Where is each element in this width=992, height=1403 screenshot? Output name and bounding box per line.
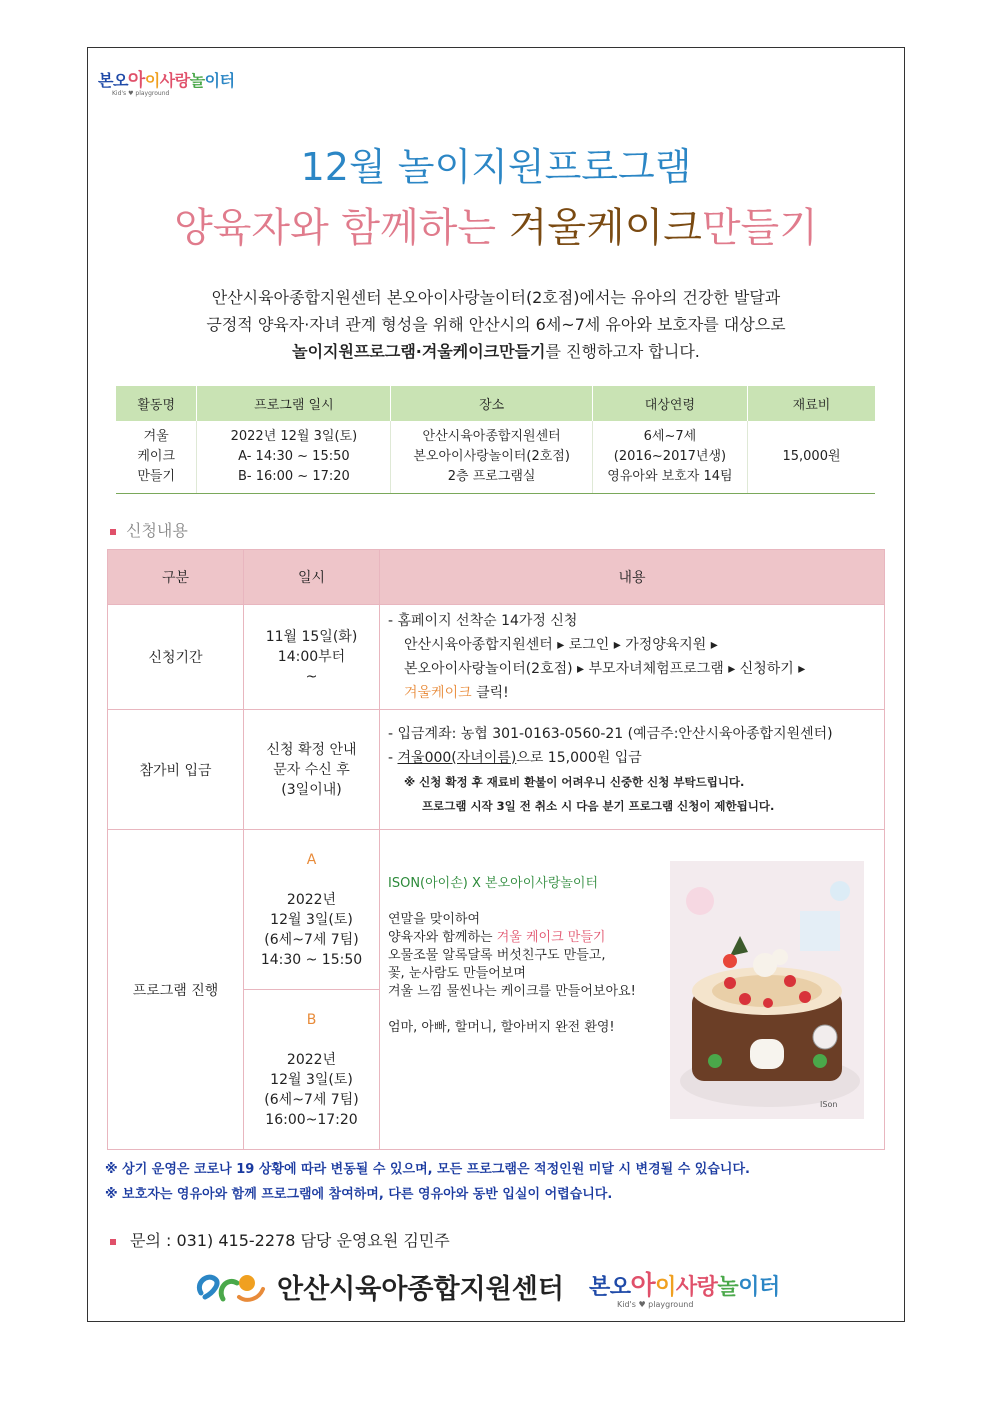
summary-header: 프로그램 일시 [197,386,391,421]
page-title: 12월 놀이지원프로그램 [300,145,692,189]
desc-line: 연말을 맞이하여 [388,911,481,927]
subtitle-part: 만들기 [701,205,818,251]
cell-line: 12월 3일(토) [270,911,353,928]
detail-table [107,549,885,1150]
content-line: - 홈페이지 선착순 14가정 신청 [388,613,578,629]
highlight-text: 겨울케이크 [404,685,472,701]
logo-part: 이 [144,71,160,90]
notice-line: ※ 신청 확정 후 재료비 환불이 어려우니 신중한 신청 부탁드립니다. [404,774,745,789]
cell-line: 영유아와 보호자 14팀 [607,469,733,484]
row-label: 참가비 입금 [108,710,244,830]
cell-line: (3일이내) [281,781,342,798]
notice-line: 프로그램 시작 3일 전 취소 시 다음 분기 프로그램 신청이 제한됩니다. [422,798,775,813]
content-line [388,746,876,770]
row-content [380,605,885,710]
footnote: ※ 상기 운영은 코로나 19 상황에 따라 변동될 수 있으며, 모든 프로그램은 적정인원 미달 시 변경될 수 있습니다. [105,1162,750,1177]
section-title: 신청내용 [126,521,188,540]
playground-logo [98,66,268,96]
cell-line: 16:00~17:20 [265,1111,358,1128]
detail-header-row [108,550,885,605]
logo-tagline: Kid's ♥ playground [617,1300,694,1309]
cake-illustration [670,861,864,1119]
logo-part: 이터 [738,1275,780,1300]
logo-part: 본오 [589,1275,631,1300]
cell-line: 2022년 [286,891,337,908]
intro-bold: 놀이지원프로그램·겨울케이크만들기 [292,342,546,361]
summary-header: 재료비 [748,386,875,421]
cake-photo [670,861,864,1119]
cell-line: 케이크 [137,449,176,464]
summary-row [116,421,875,494]
summary-table [116,386,875,494]
summary-header-row [116,386,875,421]
cell-line: B- 16:00 ~ 17:20 [237,469,350,484]
logo-part: 아 [127,70,145,91]
row-when [244,710,380,830]
cell-line: 신청 확정 안내 [266,741,357,758]
intro-rest: 를 진행하고자 합니다. [545,342,700,361]
session-a [244,830,380,990]
bullet-square-icon [110,1239,116,1245]
desc-text: 양육자와 함께하는 [388,929,497,945]
cell-line: 문자 수신 후 [273,761,350,778]
intro-line: 긍정적 양육자·자녀 관계 형성을 위해 안산시의 6세~7세 유아와 보호자를 대상으로 [206,315,786,334]
row-content [380,710,885,830]
detail-header: 내용 [380,550,885,605]
section-heading [110,518,188,541]
content-text: - [388,749,398,766]
subtitle-highlight: 겨울케이크 [508,205,702,251]
row-when [244,605,380,710]
session-b [244,990,380,1150]
desc-line: 겨울 느낌 물씬나는 케이크를 만들어보아요! [388,983,636,999]
cell-line: 만들기 [137,469,176,484]
footnote: ※ 보호자는 영유아와 함께 프로그램에 참여하며, 다른 영유아와 동반 입실이 어렵습니다. [105,1187,613,1202]
summary-datetime [197,421,391,494]
cell-line: 2022년 12월 3일(토) [230,429,358,444]
intro-line [110,338,882,365]
session-letter: A [306,851,317,868]
intro-line: 안산시육아종합지원센터 본오아이사랑놀이터(2호점)에서는 유아의 건강한 발달과 [211,288,781,307]
row-label: 신청기간 [108,605,244,710]
logo-part: 이터 [204,71,235,90]
playground-logo-bottom [589,1265,780,1309]
photo-brand: ISon [820,1099,838,1109]
contact-text: 문의 : 031) 415-2278 담당 운영요원 김민주 [130,1231,450,1250]
detail-row-program-a [108,830,885,990]
partner-line: ISON(아이손) X 본오아이사랑놀이터 [388,875,599,891]
logo-part: 놀 [717,1275,739,1300]
summary-header: 장소 [391,386,592,421]
content-line: 안산시육아종합지원센터 ▸ 로그인 ▸ 가정양육지원 ▸ [404,637,718,653]
cell-line: 2층 프로그램실 [447,469,536,484]
desc-line: 꽃, 눈사람도 만들어보며 [388,965,526,981]
detail-header: 일시 [244,550,380,605]
cell-line: (2016~2017년생) [613,449,727,464]
logo-tagline: Kid's ♥ playground [112,90,170,97]
detail-row-apply [108,605,885,710]
cell-line: ~ [305,669,318,685]
highlight-text: 겨울 케이크 만들기 [496,929,606,945]
program-description [380,830,885,1150]
cell-line: 겨울 [143,429,169,444]
content-line: 본오아이사랑놀이터(2호점) ▸ 부모자녀체험프로그램 ▸ 신청하기 ▸ [404,661,806,677]
bottom-logo [193,1263,813,1307]
cell-line: 14:30 ~ 15:50 [260,951,363,968]
session-letter: B [306,1011,317,1028]
desc-line: 오물조물 알록달록 버섯친구도 만들고, [388,947,606,963]
cell-line: 안산시육아종합지원센터 [422,429,561,444]
center-name: 안산시육아종합지원센터 [277,1274,564,1305]
logo-part: 이 [655,1275,676,1300]
summary-header: 대상연령 [592,386,747,421]
cell-line: (6세~7세 7팀) [264,931,359,948]
cell-line: 12월 3일(토) [270,1071,353,1088]
content-text: 으로 15,000원 입금 [516,749,642,766]
subtitle-part: 양육자와 함께하는 [174,205,509,251]
summary-header: 활동명 [116,386,197,421]
summary-place [391,421,592,494]
content-text: 클릭! [471,685,509,701]
underlined-text: 겨울000(자녀이름) [397,749,517,766]
content-line: - 입금계좌: 농협 301-0163-0560-21 (예금주:안산시육아종합지원센터) [388,725,833,742]
logo-part: 사랑 [159,71,190,90]
center-logo-icon [193,1263,273,1307]
cell-line: (6세~7세 7팀) [264,1091,359,1108]
logo-part: 본오 [98,71,128,90]
cell-line: 11월 15일(화) [265,629,358,645]
cell-line: 6세~7세 [643,429,697,444]
contact-info [110,1228,450,1251]
summary-age [592,421,747,494]
desc-line: 엄마, 아빠, 할머니, 할아버지 완전 환영! [388,1019,615,1035]
cell-line: A- 14:30 ~ 15:50 [238,449,350,464]
cell-line: 2022년 [286,1051,337,1068]
cell-line: 14:00부터 [277,649,346,665]
logo-part: 놀 [189,71,205,90]
page-subtitle [0,196,992,253]
intro-text [110,284,882,365]
cell-line: 본오아이사랑놀이터(2호점) [413,449,570,464]
logo-part: 아 [630,1271,656,1301]
summary-activity [116,421,197,494]
summary-fee: 15,000원 [748,421,875,494]
detail-row-payment [108,710,885,830]
content-line [388,681,876,705]
detail-header: 구분 [108,550,244,605]
logo-part: 사랑 [675,1275,718,1300]
row-label: 프로그램 진행 [108,830,244,1150]
bullet-square-icon [110,529,116,535]
